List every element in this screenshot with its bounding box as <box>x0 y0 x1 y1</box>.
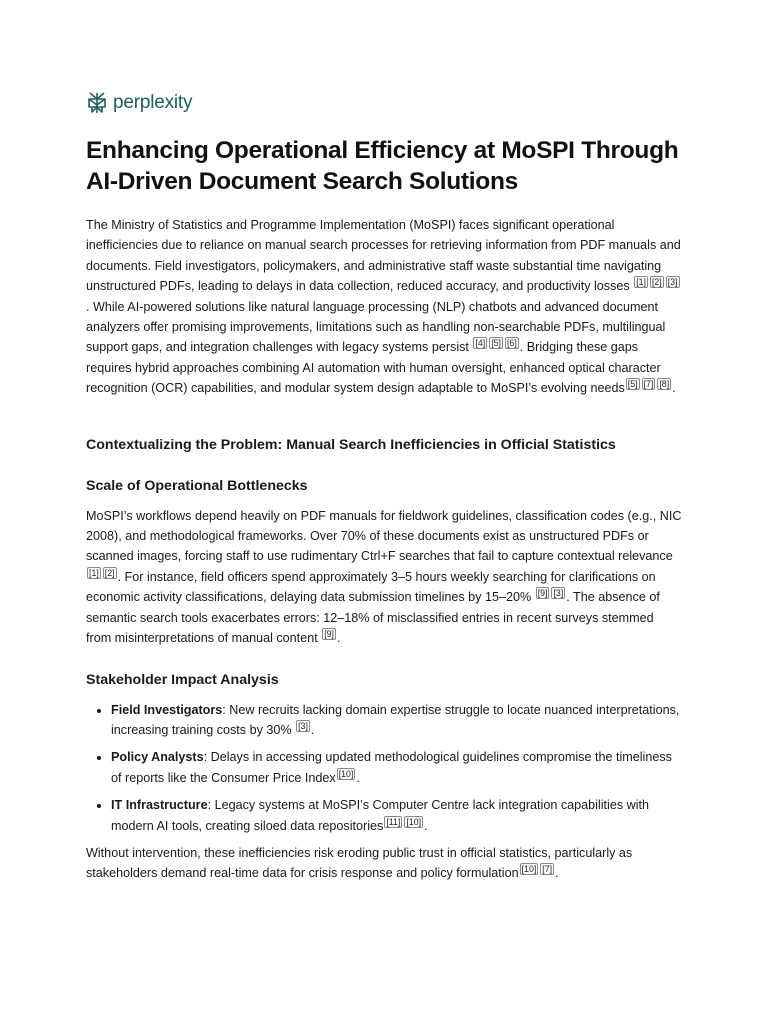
citation-link[interactable]: [6] <box>506 338 517 349</box>
brand-name: perplexity <box>113 92 193 113</box>
citation-link[interactable]: [10] <box>406 816 422 827</box>
bottlenecks-paragraph: MoSPI’s workflows depend heavily on PDF manuals for fieldwork guidelines, classification codes (e.g., NIC 2008), and methodological frameworks. Over 70% of these documents exist as unstructured PDFs or scanned images, forcing staff to use rudimentary Ctrl+F searches that fail to capture contextual relevance[1] [2] . For instance, field officers spend approximately 3–5 hours weekly searching for clarifications on economic activity classifications, delaying data submission timelines by 15–20% [9] [3] . The absence of semantic search tools exacerbates errors: 12–18% of misclassified entries in recent surveys stemmed from misinterpretations of manual content [9] . <box>86 508 682 646</box>
brand-logo[interactable] <box>86 86 682 120</box>
citation-link[interactable]: [4] <box>475 338 486 349</box>
citation-link[interactable]: [2] <box>104 567 115 578</box>
perplexity-logo-icon <box>86 91 108 115</box>
bold-label: Field Investigators <box>111 702 223 717</box>
subsection-heading-bottlenecks: Scale of Operational Bottlenecks <box>86 477 308 494</box>
closing-paragraph: Without intervention, these inefficiencies risk eroding public trust in official statistics, particularly as stakeholders demand real-time data for crisis response and policy formulation [10] [7] . <box>86 845 633 881</box>
citation-link[interactable]: [9] <box>324 629 334 640</box>
citation-link[interactable]: [8] <box>659 379 670 390</box>
bold-label: IT Infrastructure <box>111 798 208 813</box>
citation-link[interactable]: [5] <box>491 338 501 349</box>
document-title: Enhancing Operational Efficiency at MoSPI Through AI-Driven Document Search Solutions <box>86 137 679 195</box>
bold-label: Policy Analysts <box>111 750 204 765</box>
citation-link[interactable]: [11] <box>386 816 401 827</box>
citation-link[interactable]: [1] <box>89 567 99 578</box>
citation-link[interactable]: [5] <box>627 379 638 390</box>
document-page <box>86 86 682 884</box>
citation-link[interactable]: [2] <box>651 277 662 288</box>
citation-link[interactable]: [3] <box>298 720 308 731</box>
intro-paragraph: The Ministry of Statistics and Programme Implementation (MoSPI) faces significant operational inefficiencies due to reliance on manual search processes for retrieving information from PDF manuals and documents. Field investigators, policymakers, and administrative staff waste substantial time navigating unstructured PDFs, leading to delays in data collection, reduced accuracy, and productivity losses [1] [2] [3]. While AI-powered solutions like natural language processing (NLP) chatbots and advanced document analyzers offer promising improvements, limitations such as handling non-searchable PDFs, multilingual support gaps, and integration challenges with legacy systems persist [4] [5] [6] . Bridging these gaps requires hybrid approaches combining AI automation with human oversight, enhanced optical character recognition (OCR) capabilities, and modular system design adaptable to MoSPI’s evolving needs [5] [7] [8] . <box>86 218 681 396</box>
citation-link[interactable]: [7] <box>643 379 654 390</box>
citation-link[interactable]: [7] <box>542 864 553 875</box>
list-item-policy-analysts: • Policy Analysts: Delays in accessing updated methodological guidelines compromise the timeliness of reports like the Consumer Price Index [10] . <box>111 747 682 788</box>
citation-link[interactable]: [3] <box>667 277 678 288</box>
section-heading: Contextualizing the Problem: Manual Search Inefficiencies in Official Statistics <box>86 436 616 453</box>
list-item-field-investigators: • Field Investigators: New recruits lacking domain expertise struggle to locate nuanced interpretations, increasing training costs by 30% [3] . <box>111 700 682 741</box>
citation-link[interactable]: [10] <box>338 768 354 779</box>
citation-link[interactable]: [9] <box>537 588 548 599</box>
citation-link[interactable]: [1] <box>636 277 646 288</box>
list-item-it-infrastructure: • IT Infrastructure: Legacy systems at MoSPI’s Computer Centre lack integration capabilities with modern AI tools, creating siloed data repositories [11] [10] . <box>111 795 682 836</box>
stakeholder-list <box>86 700 682 836</box>
subsection-heading-stakeholders: Stakeholder Impact Analysis <box>86 671 279 688</box>
citation-link[interactable]: [10] <box>521 864 537 875</box>
citation-link[interactable]: [3] <box>553 588 564 599</box>
